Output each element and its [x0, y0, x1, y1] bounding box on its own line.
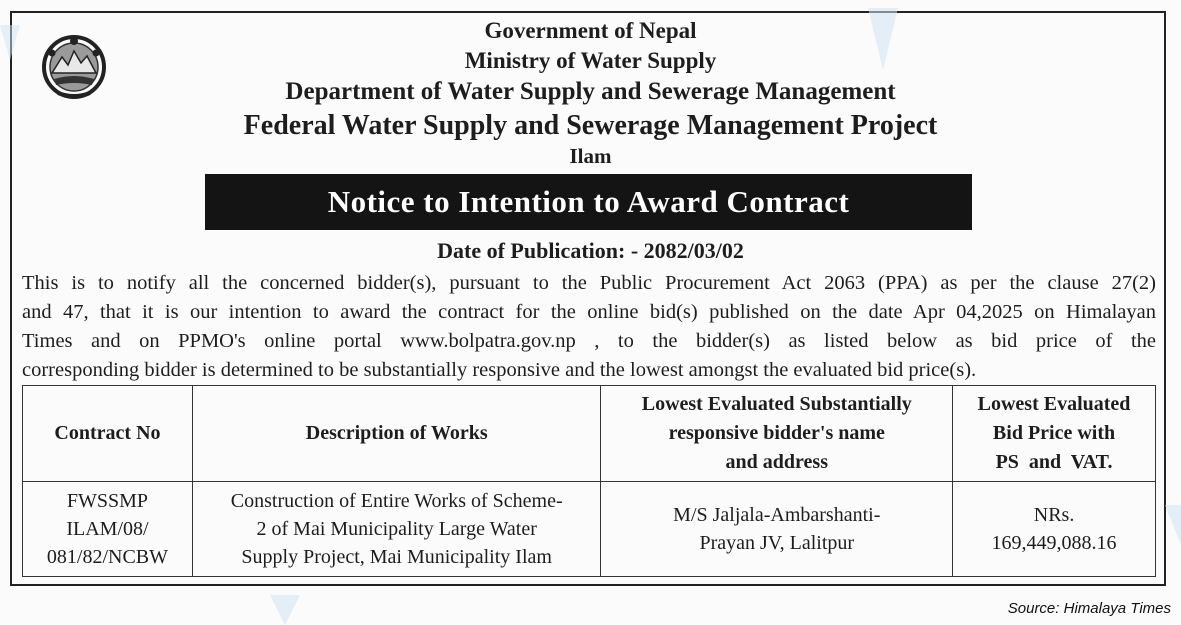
header-line: and address	[725, 451, 828, 473]
header-location: Ilam	[569, 144, 612, 168]
header-project: Federal Water Supply and Sewerage Management Project	[243, 110, 938, 141]
cell-line: ILAM/08/	[66, 518, 149, 540]
cell-line: NRs.	[1033, 504, 1075, 526]
column-header-contract-no: Contract No	[23, 386, 193, 482]
cell-line: 081/82/NCBW	[46, 546, 169, 568]
cell-line: Construction of Entire Works of Scheme-	[230, 490, 563, 512]
table-header-row	[23, 386, 1156, 482]
notice-body-line: corresponding bidder is determined to be substantially responsive and the lowest amongst the evaluated bid price(s).	[22, 359, 977, 381]
cell-line: Supply Project, Mai Municipality Ilam	[241, 546, 552, 568]
cell-line: 169,449,088.16	[991, 532, 1117, 554]
cell-contract-no	[23, 482, 193, 577]
publication-date: Date of Publication: - 2082/03/02	[437, 238, 744, 263]
table-row	[23, 482, 1156, 577]
notice-body-line: and 47, that it is our intention to award the contract for the online bid(s) published on the date Apr 04,2025 on Himalayan	[22, 301, 1156, 323]
cell-price	[953, 482, 1156, 577]
header-line: Lowest Evaluated Substantially	[641, 393, 912, 415]
cell-line: 2 of Mai Municipality Large Water	[256, 518, 537, 540]
header-ministry: Ministry of Water Supply	[464, 48, 717, 73]
cell-line: FWSSMP	[66, 490, 149, 512]
cell-line: M/S Jaljala-Ambarshanti-	[673, 504, 881, 526]
cell-description	[192, 482, 601, 577]
notice-body	[22, 269, 1156, 385]
source-credit: Source: Himalaya Times	[1007, 600, 1171, 617]
header-department: Department of Water Supply and Sewerage Management	[285, 78, 896, 105]
header-line: PS and VAT.	[995, 451, 1113, 473]
header-line: responsive bidder's name	[668, 422, 885, 444]
cell-line: Prayan JV, Lalitpur	[699, 532, 855, 554]
notice-body-line: This is to notify all the concerned bidder(s), pursuant to the Public Procurement Act 2063 (PPA) as per the clause 27(2)	[22, 272, 1156, 294]
column-header-description: Description of Works	[192, 386, 601, 482]
column-header-price	[953, 386, 1156, 482]
award-table	[22, 385, 1156, 577]
header-line: Bid Price with	[992, 422, 1116, 444]
cell-bidder	[601, 482, 953, 577]
notice-body-line: Times and on PPMO's online portal www.bolpatra.gov.np , to the bidder(s) as listed below as bid price of the	[22, 330, 1156, 352]
header-line: Lowest Evaluated	[977, 393, 1131, 415]
column-header-bidder	[601, 386, 953, 482]
notice-title-banner: Notice to Intention to Award Contract	[205, 174, 972, 230]
header-government: Government of Nepal	[484, 18, 697, 43]
